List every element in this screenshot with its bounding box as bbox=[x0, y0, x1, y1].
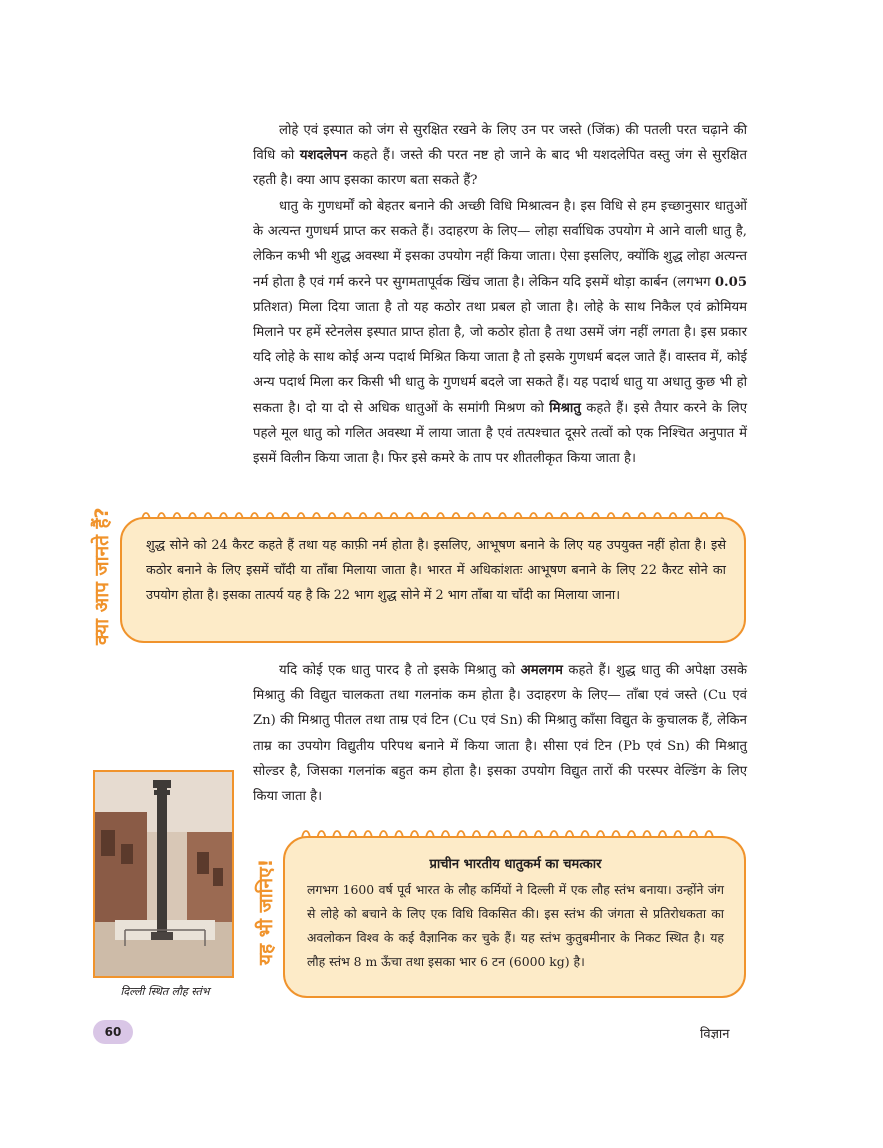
paragraph-alloying: धातु के गुणधर्मों को बेहतर बनाने की अच्छी विधि मिश्रात्वन है। इस विधि से हम इच्छानुसार धातुओं के अत्यन्त गुणधर्म प्राप्त कर सकते हैं। उदाहरण के लिए— लोहा सर्वाधिक उपयोग मे आने वाली धातु है, लेकिन कभी भी शुद्ध अवस्था में इसका उपयोग नहीं किया जाता। ऐसा इसलिए, क्योंकि शुद्ध लोहा अत्यन्त नर्म होता है एवं गर्म करने पर सुगमतापूर्वक खिंच जाता है। लेकिन यदि इसमें थोड़ा कार्बन (लगभग 0.05 प्रतिशत) मिला दिया जाता है तो यह कठोर तथा प्रबल हो जाता है। लोहे के साथ निकैल एवं क्रोमियम मिलाने पर हमें स्टेनलेस इस्पात प्राप्त होता है, जो कठोर होता है तथा उसमें जंग नहीं लगता है। इस प्रकार यदि लोहे के साथ कोई अन्य पदार्थ मिश्रित किया जाता है तो इसके गुणधर्म बदल जाते हैं। वास्तव में, कोई अन्य पदार्थ मिला कर किसी भी धातु के गुणधर्म बदले जा सकते हैं। यह पदार्थ धातु या अधातु कुछ भी हो सकता है। दो या दो से अधिक धातुओं के समांगी मिश्रण को मिश्रातु कहते हैं। इसे तैयार करने के लिए पहले मूल धातु को गलित अवस्था में लाया जाता है एवं तत्पश्चात दूसरे तत्वों को एक निश्चित अनुपात में इसमें विलीन किया जाता है। फिर इसे कमरे के ताप पर शीतलीकृत किया जाता है। bbox=[253, 199, 747, 467]
paragraph-galvanisation: लोहे एवं इस्पात को जंग से सुरक्षित रखने के लिए उन पर जस्ते (जिंक) की पतली परत चढ़ाने की विधि को यशदलेपन कहते हैं। जस्ते की परत नष्ट हो जाने के बाद भी यशदलेपित वस्तु जंग से सुरक्षित रहती है। क्या आप इसका कारण बता सकते हैं? bbox=[253, 123, 747, 189]
footer-subject: विज्ञान bbox=[700, 1027, 730, 1042]
term-amalgam: अमलगम bbox=[520, 663, 563, 678]
did-you-know-text: शुद्ध सोने को 24 कैरट कहते हैं तथा यह काफ़ी नर्म होता है। इसलिए, आभूषण बनाने के लिए यह उपयुक्त नहीं होता है। इसे कठोर बनाने के लिए इसमें चाँदी या ताँबा मिलाया जाता है। भारत में अधिकांशतः आभूषण बनाने के लिए 22 कैरट सोने का उपयोग होता है। इसका तात्पर्य यह है कि 22 भाग शुद्ध सोने में 2 भाग ताँबा या चाँदी का मिलाया जाना। bbox=[146, 538, 726, 603]
term-alloy: मिश्रातु bbox=[549, 400, 581, 416]
iron-pillar-image bbox=[95, 772, 232, 976]
page-number: 60 bbox=[93, 1020, 133, 1044]
iron-pillar-photo bbox=[93, 770, 234, 978]
did-you-know-box bbox=[120, 517, 746, 643]
know-more-label: यह भी जानिए! bbox=[255, 858, 277, 965]
photo-caption: दिल्ली स्थित लौह स्तंभ bbox=[120, 985, 210, 998]
did-you-know-label: क्या आप जानते हैं? bbox=[91, 507, 113, 645]
paragraph-amalgam: यदि कोई एक धातु पारद है तो इसके मिश्रातु को अमलगम कहते हैं। शुद्ध धातु की अपेक्षा उसके मिश्रातु की विद्युत चालकता तथा गलनांक कम होता है। उदाहरण के लिए— ताँबा एवं जस्ते (Cu एवं Zn) की मिश्रातु पीतल तथा ताम्र एवं टिन (Cu एवं Sn) की मिश्रातु काँसा विद्युत के कुचालक हैं, लेकिन ताम्र का उपयोग विद्युतीय परिपथ बनाने में किया जाता है। सीसा एवं टिन (Pb एवं Sn) की मिश्रातु सोल्डर है, जिसका गलनांक बहुत कम होता है। इसका उपयोग विद्युत तारों की परस्पर वेल्डिंग के लिए किया जाता है। bbox=[253, 663, 747, 805]
know-more-title: प्राचीन भारतीय धातुकर्म का चमत्कार bbox=[429, 857, 602, 872]
know-more-box bbox=[283, 836, 746, 998]
know-more-text: लगभग 1600 वर्ष पूर्व भारत के लौह कर्मियों ने दिल्ली में एक लौह स्तंभ बनाया। उन्होंने जंग से लोहे को बचाने के लिए एक विधि विकसित की। इस स्तंभ की जंगता से प्रतिरोधकता का अवलोकन विश्व के कई वैज्ञानिक कर चुके हैं। यह स्तंभ कुतुबमीनार के निकट स्थित है। यह लौह स्तंभ 8 m ऊँचा तथा इसका भार 6 टन (6000 kg) है। bbox=[307, 882, 724, 969]
term-galvanisation: यशदलेपन bbox=[299, 148, 348, 164]
